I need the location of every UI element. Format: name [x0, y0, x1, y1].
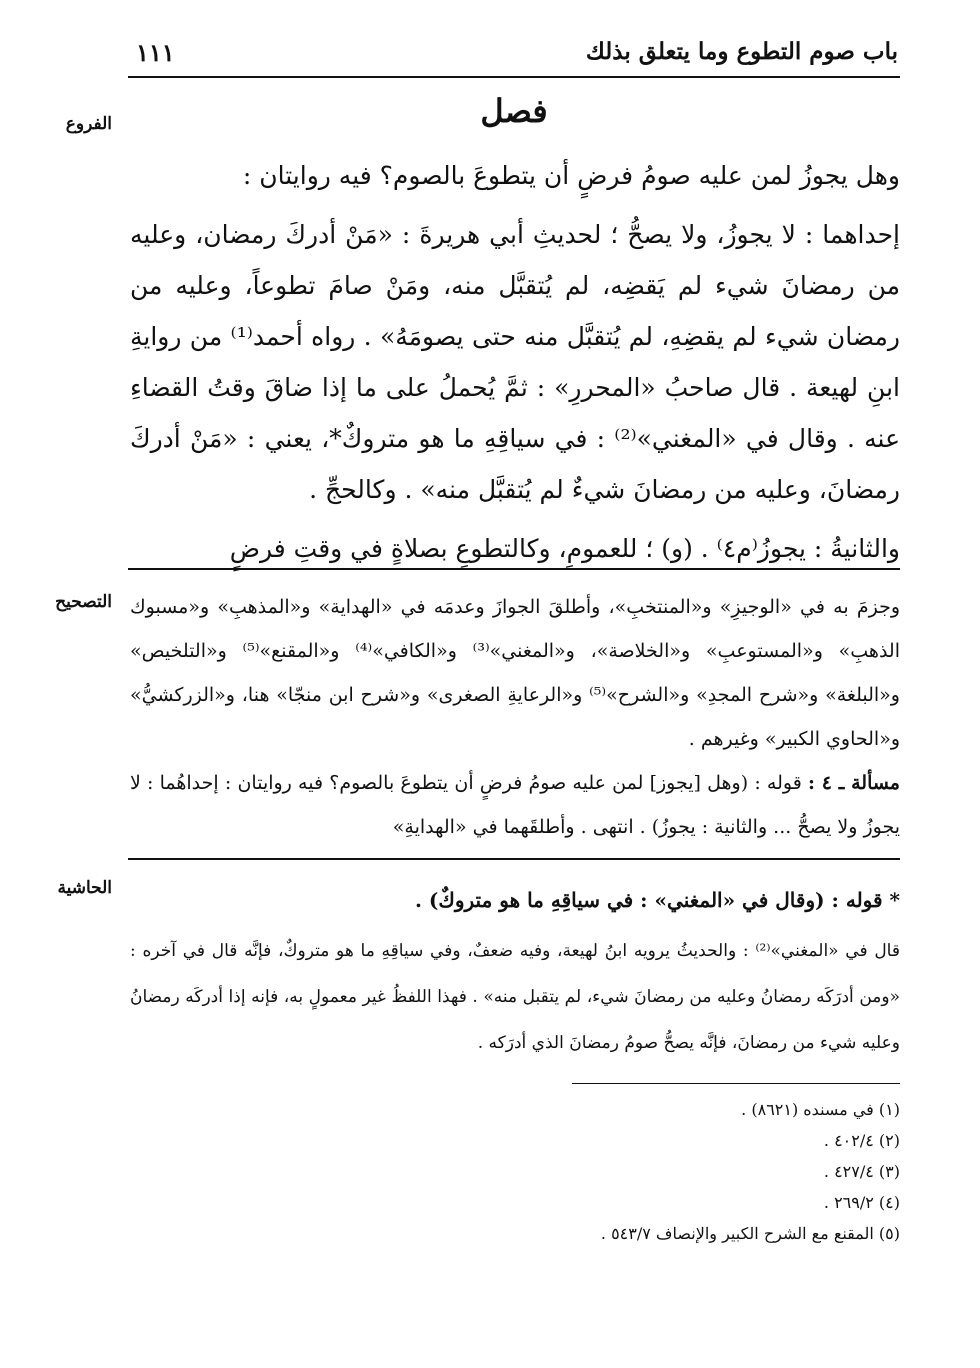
tashih-text — [130, 585, 900, 849]
footnote-4: (٤) ٢٦٩/٢ . — [823, 1193, 900, 1212]
masala-text: قوله : (وهل [يجوز] لمن عليه صومُ فرضٍ أن يتطوعَ بالصوم؟ فيه روايتان : إحداهُما : لا يجوزُ ولا يصحُّ ... والثانية : يجوزُ) . انتهى . وأطلقَهما في «الهدايةِ» — [130, 772, 900, 838]
side-label-furu: الفروع — [65, 114, 112, 134]
hashiya-heading: * قوله : (وقال في «المغني» : في سياقِهِ ما هو متروكٌ) . — [414, 888, 900, 912]
side-label-hashiya: الحاشية — [57, 878, 112, 898]
main-paragraph-1: وهل يجوزُ لمن عليه صومُ فرضٍ أن يتطوعَ بالصوم؟ فيه روايتان : — [242, 161, 900, 190]
footnote-3: (٣) ٤٢٧/٤ . — [823, 1162, 900, 1181]
header-rule — [128, 76, 900, 78]
main-paragraph-2: إحداهما : لا يجوزُ، ولا يصحُّ ؛ لحديثِ أبي هريرةَ : «مَنْ أدركَ رمضان، وعليه من رمضانَ شيء لم يَقضِه، لم يُتقبَّل منه، ومَنْ صامَ تطوعاً، وعليه من رمضان شيء لم يقضِهِ، لم يُتقبَّل منه حتى يصومَهُ» . رواه أحمد⁽¹⁾ من روايةِ ابنِ لهيعة . قال صاحبُ «المحررِ» : ثمَّ يُحملُ على ما إذا ضاقَ وقتُ القضاءِ عنه . وقال في «المغني»⁽²⁾ : في سياقِهِ ما هو متروكٌ*، يعني : «مَنْ أدركَ رمضانَ، وعليه من رمضانَ شيءٌ لم يُتقبَّل منه» . وكالحجِّ . — [130, 220, 900, 504]
side-label-tashih: التصحيح — [55, 592, 112, 612]
section-heading: فصل — [480, 92, 548, 130]
tashih-paragraph-1: وجزمَ به في «الوجيزِ» و«المنتخبِ»، وأطلقَ الجوازَ وعدمَه في «الهداية» و«المذهبِ» و«مسبوك الذهبِ» و«المستوعبِ» و«الخلاصة»، و«المغني»⁽³⁾ و«الكافي»⁽⁴⁾ و«المقنع»⁽⁵⁾ و«التلخيص» و«البلغة» و«شرح المجدِ» و«الشرح»⁽⁵⁾ و«الرعايةِ الصغرى» و«شرح ابن منجّا» هنا، و«الزركشيُّ» و«الحاوي الكبير» وغيرهم . — [130, 596, 900, 750]
running-title: باب صوم التطوع وما يتعلق بذلك — [585, 38, 898, 65]
section-rule-tashih — [128, 568, 900, 570]
main-paragraph-3: والثانيةُ : يجوزُ⁽م٤⁾ . (و) ؛ للعمومِ، وكالتطوعِ بصلاةٍ في وقتِ فرضٍ — [229, 534, 900, 563]
footnote-2: (٢) ٤٠٢/٤ . — [823, 1131, 900, 1150]
footnote-1: (١) في مسنده (٨٦٢١) . — [741, 1100, 900, 1119]
hashiya-text — [130, 876, 900, 1066]
footnotes-list — [130, 1094, 900, 1249]
tashih-paragraph-2 — [130, 761, 900, 849]
page-number: ١١١ — [136, 38, 175, 67]
hashiya-body: قال في «المغني»⁽²⁾ : والحديثُ يرويه ابنُ لهيعة، وفيه ضعفٌ، وفي سياقِهِ ما هو متروكٌ، فإنَّه قال في آخره : «ومن أدرَكَه رمضانُ وعليه من رمضانَ شيء، لم يتقبل منه» . فهذا اللفظُ غير معمولٍ به، فإنه إذا أدركَه رمضانُ وعليه شيء من رمضانَ، فإنَّه يصحُّ صومُ رمضانَ الذي أدرَكه . — [130, 941, 900, 1053]
footnote-rule — [572, 1083, 900, 1084]
main-text — [130, 150, 900, 574]
masala-label: مسألة ـ ٤ : — [808, 772, 900, 794]
section-rule-hashiya — [128, 858, 900, 860]
footnote-5: (٥) المقنع مع الشرح الكبير والإنصاف ٥٤٣/٧ . — [600, 1224, 900, 1243]
